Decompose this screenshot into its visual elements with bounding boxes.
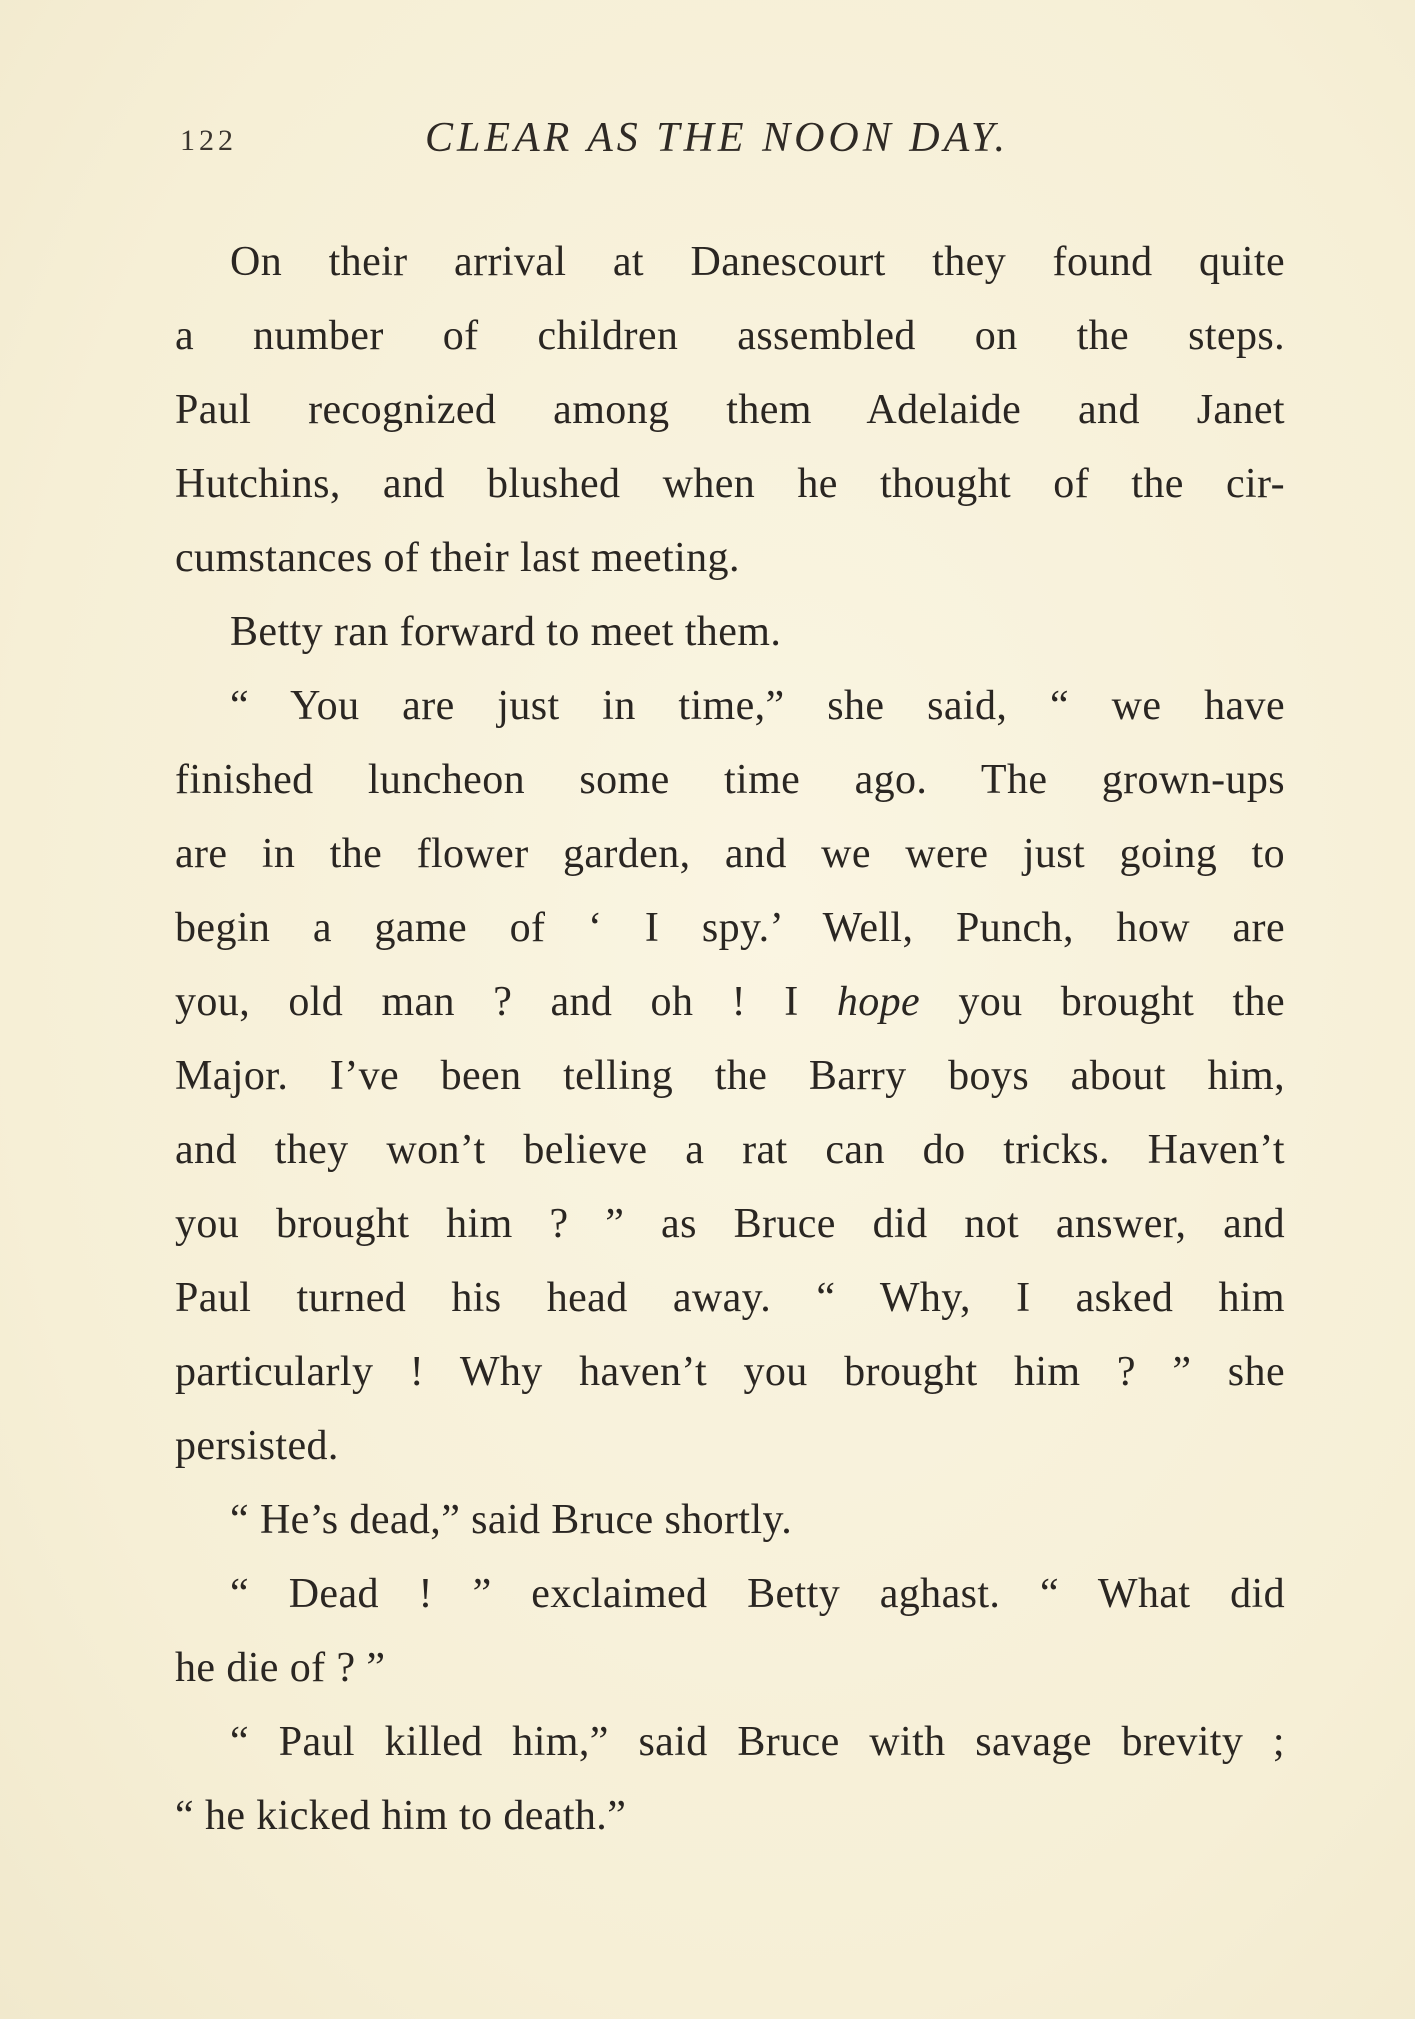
text-line: particularly ! Why haven’t you brought him ? ” she <box>175 1349 1285 1395</box>
text-line: a number of children assembled on the steps. <box>175 313 1285 359</box>
text-line: Hutchins, and blushed when he thought of the cir- <box>175 461 1285 507</box>
text-line: finished luncheon some time ago. The grown-ups <box>175 757 1285 803</box>
page-number: 122 <box>180 124 237 157</box>
running-title: CLEAR AS THE NOON DAY. <box>425 115 1009 161</box>
text-line: begin a game of ‘ I spy.’ Well, Punch, how are <box>175 905 1285 951</box>
text-segment: you brought the <box>920 979 1285 1025</box>
text-line: “ He’s dead,” said Bruce shortly. <box>230 1497 793 1543</box>
running-head <box>175 110 1285 170</box>
text-segment: you, old man ? and oh ! I <box>175 979 837 1025</box>
text-line: Betty ran forward to meet them. <box>230 609 782 655</box>
text-line: persisted. <box>175 1423 339 1469</box>
text-line: cumstances of their last meeting. <box>175 535 740 581</box>
text-line: “ Dead ! ” exclaimed Betty aghast. “ What did <box>230 1571 1285 1617</box>
body-text <box>175 225 1285 1853</box>
text-line: he die of ? ” <box>175 1645 386 1691</box>
text-line: Paul turned his head away. “ Why, I asked him <box>175 1275 1285 1321</box>
text-line: “ Paul killed him,” said Bruce with savage brevity ; <box>230 1719 1285 1765</box>
text-line: you brought him ? ” as Bruce did not answer, and <box>175 1201 1285 1247</box>
text-line: Paul recognized among them Adelaide and Janet <box>175 387 1285 433</box>
text-line: “ You are just in time,” she said, “ we have <box>230 683 1285 729</box>
text-line <box>175 965 1285 1039</box>
emphasized-word: hope <box>836 979 921 1025</box>
text-line: On their arrival at Danescourt they found quite <box>230 239 1285 285</box>
text-line: and they won’t believe a rat can do tricks. Haven’t <box>175 1127 1285 1173</box>
text-line: “ he kicked him to death.” <box>175 1793 627 1839</box>
text-line: are in the flower garden, and we were just going to <box>175 831 1285 877</box>
text-line: Major. I’ve been telling the Barry boys about him, <box>175 1053 1285 1099</box>
